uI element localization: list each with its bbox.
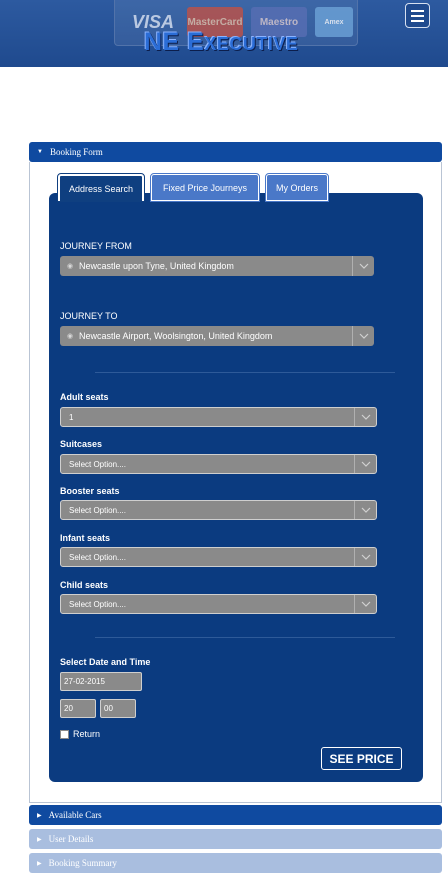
hamburger-menu-button[interactable] — [405, 3, 430, 28]
hamburger-icon — [411, 10, 424, 12]
journey-from-value: Newcastle upon Tyne, United Kingdom — [79, 261, 234, 271]
chevron-down-icon — [352, 326, 374, 346]
booster-seats-label: Booster seats — [60, 486, 120, 496]
suitcases-label: Suitcases — [60, 439, 103, 449]
hour-input[interactable]: 20 — [60, 699, 96, 718]
caret-right-icon: ▶ — [37, 860, 42, 867]
infant-seats-label: Infant seats — [60, 533, 111, 543]
booking-summary-title: Booking Summary — [48, 858, 117, 868]
caret-down-icon: ▼ — [37, 149, 43, 155]
booster-seats-value: Select Option.... — [69, 505, 126, 515]
adult-seats-value: 1 — [69, 412, 74, 422]
booster-seats-select[interactable] — [60, 500, 377, 520]
tab-my-orders[interactable]: My Orders — [266, 174, 328, 201]
suitcases-select[interactable] — [60, 454, 377, 474]
journey-to-label: JOURNEY TO — [60, 311, 118, 321]
journey-from-select[interactable] — [60, 256, 374, 276]
adult-seats-select[interactable] — [60, 407, 377, 427]
caret-right-icon: ▶ — [37, 836, 42, 843]
date-input[interactable]: 27-02-2015 — [60, 672, 142, 691]
return-label: Return — [73, 729, 101, 739]
chevron-down-icon — [352, 256, 374, 276]
chevron-down-icon — [354, 455, 376, 473]
chevron-down-icon — [354, 408, 376, 426]
user-details-title: User Details — [48, 834, 94, 844]
chevron-down-icon — [354, 501, 376, 519]
booking-form-title: Booking Form — [49, 147, 103, 157]
journey-to-value: Newcastle Airport, Woolsington, United Kingdom — [79, 331, 273, 341]
caret-right-icon: ▶ — [37, 812, 42, 819]
visa-card-logo: VISA — [131, 11, 174, 32]
available-cars-title: Available Cars — [48, 810, 102, 820]
booking-form-panel-header[interactable] — [29, 142, 442, 162]
date-time-label: Select Date and Time — [60, 657, 151, 667]
infant-seats-value: Select Option.... — [69, 552, 126, 562]
maestro-logo: Maestro — [251, 7, 307, 37]
tab-fixed-price-journeys[interactable]: Fixed Price Journeys — [151, 174, 259, 201]
child-seats-label: Child seats — [60, 580, 109, 590]
section-divider — [95, 372, 395, 373]
journey-to-select[interactable] — [60, 326, 374, 346]
adult-seats-label: Adult seats — [60, 392, 109, 402]
booking-summary-panel-header[interactable] — [29, 853, 442, 873]
child-seats-value: Select Option.... — [69, 599, 126, 609]
mastercard-logo: MasterCard — [187, 7, 243, 37]
tab-address-search[interactable]: Address Search — [58, 174, 144, 201]
amex-logo: Amex — [315, 7, 353, 37]
available-cars-panel-header[interactable] — [29, 805, 442, 825]
minute-input[interactable]: 00 — [100, 699, 136, 718]
location-pin-icon: ◉ — [66, 333, 74, 340]
child-seats-select[interactable] — [60, 594, 377, 614]
see-price-button[interactable]: SEE PRICE — [321, 747, 402, 770]
return-checkbox[interactable] — [60, 730, 69, 739]
user-details-panel-header[interactable] — [29, 829, 442, 849]
chevron-down-icon — [354, 595, 376, 613]
site-header — [0, 0, 448, 67]
suitcases-value: Select Option.... — [69, 459, 126, 469]
section-divider — [95, 637, 395, 638]
location-pin-icon: ◉ — [66, 263, 74, 270]
journey-from-label: JOURNEY FROM — [60, 241, 132, 251]
infant-seats-select[interactable] — [60, 547, 377, 567]
brand-logo[interactable]: NE Executive — [144, 28, 299, 56]
chevron-down-icon — [354, 548, 376, 566]
return-option — [60, 729, 100, 739]
